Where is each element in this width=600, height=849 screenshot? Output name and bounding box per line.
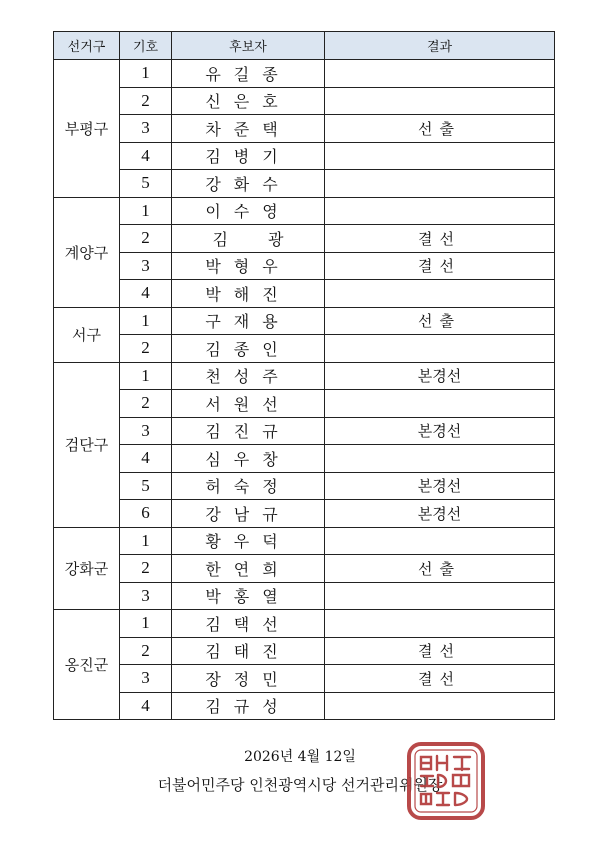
candidate-number: 1 xyxy=(120,610,172,638)
candidate-number: 3 xyxy=(120,252,172,280)
candidate-name: 허숙정 xyxy=(172,472,325,500)
table-row xyxy=(54,555,555,583)
candidate-number: 4 xyxy=(120,280,172,308)
district-cell: 옹진군 xyxy=(54,610,120,720)
table-row xyxy=(54,472,555,500)
district-cell: 서구 xyxy=(54,307,120,362)
result-cell xyxy=(325,87,555,115)
candidate-number: 1 xyxy=(120,60,172,88)
candidate-name: 황우덕 xyxy=(172,527,325,555)
candidate-name: 강남규 xyxy=(172,500,325,528)
candidate-name: 차준택 xyxy=(172,115,325,143)
results-table xyxy=(53,31,555,720)
table-row xyxy=(54,692,555,720)
result-cell: 결선 xyxy=(325,252,555,280)
candidate-name: 김규성 xyxy=(172,692,325,720)
table-row xyxy=(54,582,555,610)
header-number: 기호 xyxy=(120,32,172,60)
candidate-number: 4 xyxy=(120,692,172,720)
candidate-number: 5 xyxy=(120,170,172,198)
result-cell: 본경선 xyxy=(325,500,555,528)
table-row xyxy=(54,665,555,693)
candidate-number: 1 xyxy=(120,527,172,555)
candidate-name: 한연희 xyxy=(172,555,325,583)
candidate-name: 유길종 xyxy=(172,60,325,88)
candidate-name: 김진규 xyxy=(172,417,325,445)
result-cell xyxy=(325,445,555,473)
result-cell: 결선 xyxy=(325,225,555,253)
candidate-number: 1 xyxy=(120,197,172,225)
table-row xyxy=(54,280,555,308)
table-row xyxy=(54,60,555,88)
candidate-name: 구재용 xyxy=(172,307,325,335)
table-row xyxy=(54,637,555,665)
document-date: 2026년 4월 12일 xyxy=(244,749,356,765)
result-cell xyxy=(325,527,555,555)
result-cell xyxy=(325,197,555,225)
official-seal-icon xyxy=(407,742,485,820)
result-cell xyxy=(325,170,555,198)
table-row xyxy=(54,610,555,638)
district-cell: 강화군 xyxy=(54,527,120,610)
result-cell xyxy=(325,60,555,88)
table-row xyxy=(54,252,555,280)
district-cell: 계양구 xyxy=(54,197,120,307)
table-row xyxy=(54,390,555,418)
result-cell: 본경선 xyxy=(325,472,555,500)
result-cell xyxy=(325,692,555,720)
candidate-name: 김종인 xyxy=(172,335,325,363)
result-cell xyxy=(325,390,555,418)
candidate-number: 4 xyxy=(120,445,172,473)
header-result: 결과 xyxy=(325,32,555,60)
candidate-number: 2 xyxy=(120,637,172,665)
candidate-name: 서원선 xyxy=(172,390,325,418)
candidate-name: 심우창 xyxy=(172,445,325,473)
table-row xyxy=(54,362,555,390)
table-row xyxy=(54,87,555,115)
result-cell xyxy=(325,142,555,170)
candidate-number: 6 xyxy=(120,500,172,528)
table-row xyxy=(54,445,555,473)
header-district: 선거구 xyxy=(54,32,120,60)
candidate-number: 2 xyxy=(120,390,172,418)
candidate-number: 2 xyxy=(120,225,172,253)
candidate-number: 5 xyxy=(120,472,172,500)
table-row xyxy=(54,115,555,143)
candidate-number: 3 xyxy=(120,115,172,143)
result-cell: 결선 xyxy=(325,637,555,665)
candidate-name: 김광 xyxy=(172,225,325,253)
candidate-number: 4 xyxy=(120,142,172,170)
district-cell: 부평구 xyxy=(54,60,120,198)
result-cell xyxy=(325,610,555,638)
table-row xyxy=(54,417,555,445)
table-row xyxy=(54,142,555,170)
district-cell: 검단구 xyxy=(54,362,120,527)
header-candidate: 후보자 xyxy=(172,32,325,60)
issuer-title: 더불어민주당 인천광역시당 선거관리위원장 xyxy=(157,776,443,794)
table-row xyxy=(54,500,555,528)
result-cell: 결선 xyxy=(325,665,555,693)
candidate-number: 3 xyxy=(120,417,172,445)
candidate-number: 1 xyxy=(120,307,172,335)
candidate-number: 3 xyxy=(120,665,172,693)
candidate-name: 신은호 xyxy=(172,87,325,115)
candidate-name: 천성주 xyxy=(172,362,325,390)
candidate-number: 1 xyxy=(120,362,172,390)
result-cell: 선출 xyxy=(325,115,555,143)
table-row xyxy=(54,197,555,225)
candidate-name: 김택선 xyxy=(172,610,325,638)
candidate-name: 김태진 xyxy=(172,637,325,665)
result-cell: 선출 xyxy=(325,307,555,335)
candidate-number: 2 xyxy=(120,335,172,363)
result-cell xyxy=(325,582,555,610)
table-row xyxy=(54,527,555,555)
table-row xyxy=(54,335,555,363)
candidate-number: 2 xyxy=(120,555,172,583)
result-cell xyxy=(325,280,555,308)
candidate-name: 박해진 xyxy=(172,280,325,308)
result-cell: 본경선 xyxy=(325,362,555,390)
candidate-number: 2 xyxy=(120,87,172,115)
candidate-name: 박형우 xyxy=(172,252,325,280)
candidate-name: 장정민 xyxy=(172,665,325,693)
table-row xyxy=(54,307,555,335)
table-row xyxy=(54,225,555,253)
candidate-name: 박홍열 xyxy=(172,582,325,610)
candidate-name: 김병기 xyxy=(172,142,325,170)
candidate-number: 3 xyxy=(120,582,172,610)
table-row xyxy=(54,170,555,198)
result-cell xyxy=(325,335,555,363)
table-body xyxy=(54,60,555,720)
header-row xyxy=(54,32,555,60)
candidate-name: 강화수 xyxy=(172,170,325,198)
result-cell: 본경선 xyxy=(325,417,555,445)
candidate-name: 이수영 xyxy=(172,197,325,225)
result-cell: 선출 xyxy=(325,555,555,583)
